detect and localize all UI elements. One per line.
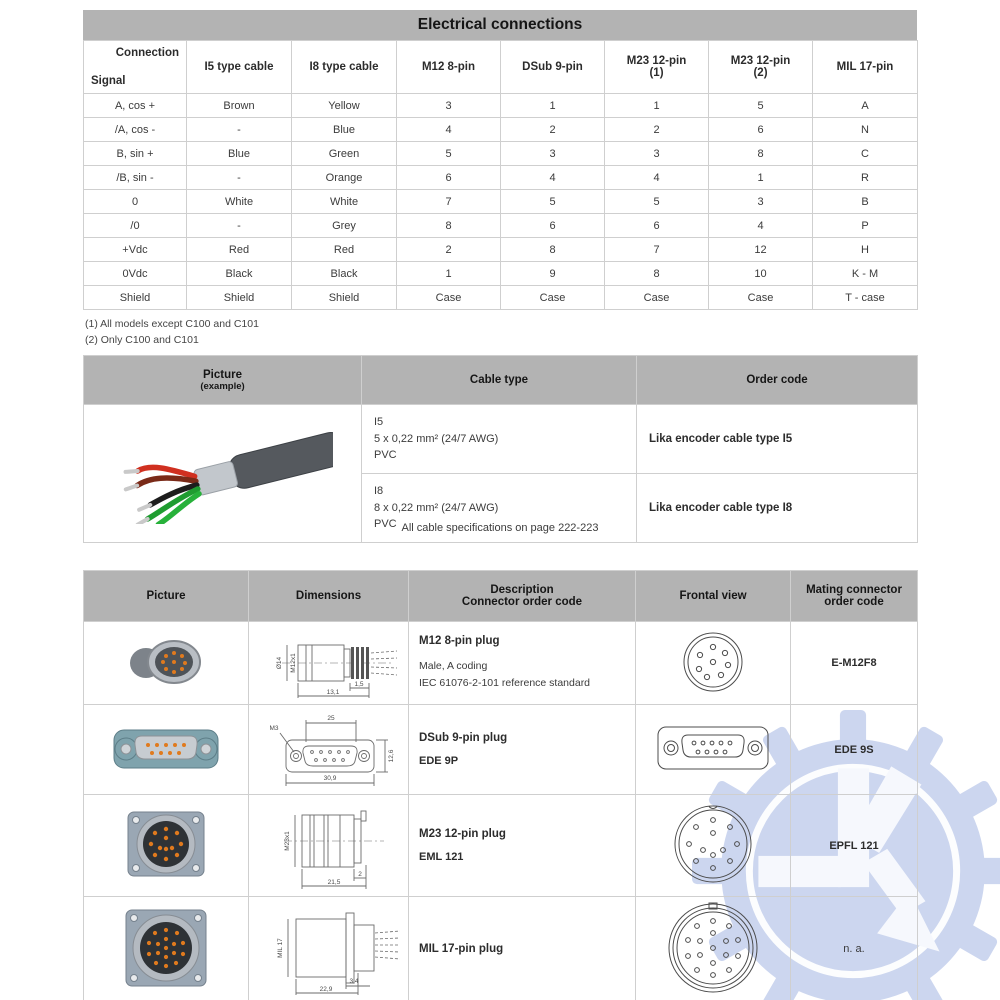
pin-value-cell: Orange	[292, 166, 397, 190]
plug-note: Male, A coding	[419, 660, 488, 673]
pin-value-cell: 7	[605, 238, 709, 262]
cable-type-section	[83, 355, 917, 543]
signal-cell: /A, cos -	[84, 118, 187, 142]
signal-cell: /B, sin -	[84, 166, 187, 190]
pin-value-cell: 5	[397, 142, 501, 166]
m12-picture-cell	[84, 622, 249, 705]
connector-row-m12	[84, 622, 918, 705]
signal-cell: 0	[84, 190, 187, 214]
pin-value-cell: -	[187, 118, 292, 142]
dsub-picture-cell	[84, 705, 249, 795]
m12-mating-code: E-M12F8	[791, 622, 918, 705]
svg-text:12,6: 12,6	[387, 749, 395, 763]
column-header-mil: MIL 17-pin	[813, 41, 918, 94]
signal-cell: A, cos +	[84, 94, 187, 118]
dsub-mating-code: EDE 9S	[791, 705, 918, 795]
pin-value-cell: N	[813, 118, 918, 142]
connector-row-m23	[84, 795, 918, 897]
footnotes	[83, 317, 917, 349]
svg-text:M12x1: M12x1	[289, 652, 297, 673]
svg-text:3,4: 3,4	[348, 977, 359, 985]
pin-value-cell: 8	[605, 262, 709, 286]
cable-code: I5	[374, 416, 384, 429]
electrical-table-row	[84, 142, 918, 166]
pin-value-cell: 1	[709, 166, 813, 190]
electrical-table-row	[84, 286, 918, 310]
pin-value-cell: Shield	[187, 286, 292, 310]
pin-value-cell: Blue	[187, 142, 292, 166]
mil-description-cell	[409, 897, 636, 1000]
pin-value-cell: A	[813, 94, 918, 118]
pin-value-cell: 10	[709, 262, 813, 286]
signal-cell: 0Vdc	[84, 262, 187, 286]
dsub-connector-photo-icon	[106, 712, 226, 784]
pin-value-cell: White	[187, 190, 292, 214]
m23-description-cell	[409, 795, 636, 897]
column-header-m23-2: M23 12-pin (2)	[709, 41, 813, 94]
pin-value-cell: 5	[501, 190, 605, 214]
picture-header: Picture	[84, 571, 249, 622]
signal-cell: Shield	[84, 286, 187, 310]
signal-label: Signal	[91, 75, 126, 87]
pin-value-cell: -	[187, 166, 292, 190]
electrical-connections-section	[83, 10, 917, 349]
electrical-table-row	[84, 238, 918, 262]
mating-connector-header: Mating connector order code	[791, 571, 918, 622]
cable-spec: 8 x 0,22 mm² (24/7 AWG)	[374, 501, 499, 514]
pin-value-cell: 4	[605, 166, 709, 190]
pin-value-cell: Green	[292, 142, 397, 166]
m23-connector-photo-icon	[116, 802, 216, 886]
signal-cell: /0	[84, 214, 187, 238]
footnote-2: (2) Only C100 and C101	[85, 333, 199, 346]
pin-value-cell: 1	[397, 262, 501, 286]
pin-value-cell: 5	[709, 94, 813, 118]
electrical-table-row	[84, 166, 918, 190]
pin-value-cell: R	[813, 166, 918, 190]
dsub-dimension-drawing	[254, 706, 404, 790]
connector-section	[83, 570, 917, 1000]
mil-frontal-cell	[636, 897, 791, 1000]
pin-value-cell: -	[187, 214, 292, 238]
connector-row-mil	[84, 897, 918, 1000]
mil-frontal-view-icon	[663, 898, 763, 998]
pin-value-cell: Red	[292, 238, 397, 262]
frontal-view-header: Frontal view	[636, 571, 791, 622]
pin-value-cell: 6	[709, 118, 813, 142]
pin-value-cell: 3	[501, 142, 605, 166]
pin-value-cell: P	[813, 214, 918, 238]
mil-dimensions-cell	[249, 897, 409, 1000]
plug-name: M12 8-pin plug	[419, 635, 500, 648]
plug-name: DSub 9-pin plug	[419, 732, 508, 744]
electrical-table-row	[84, 190, 918, 214]
svg-text:Ø14: Ø14	[275, 656, 283, 669]
electrical-table-row	[84, 214, 918, 238]
footnote-1: (1) All models except C100 and C101	[85, 318, 259, 330]
m23-frontal-view-icon	[668, 799, 758, 889]
pin-value-cell: 6	[397, 166, 501, 190]
pin-value-cell: Case	[501, 286, 605, 310]
column-header-i8: I8 type cable	[292, 41, 397, 94]
pin-value-cell: Red	[187, 238, 292, 262]
pin-value-cell: Yellow	[292, 94, 397, 118]
pin-value-cell: 3	[709, 190, 813, 214]
pin-value-cell: 2	[397, 238, 501, 262]
order-code-header: Order code	[637, 356, 918, 405]
electrical-connections-title: Electrical connections	[83, 10, 917, 40]
pin-value-cell: Grey	[292, 214, 397, 238]
svg-text:21,5: 21,5	[327, 879, 340, 886]
pin-value-cell: H	[813, 238, 918, 262]
pin-value-cell: 8	[501, 238, 605, 262]
column-header-m12: M12 8-pin	[397, 41, 501, 94]
electrical-table-body	[84, 94, 918, 310]
pin-value-cell: 12	[709, 238, 813, 262]
connector-row-dsub	[84, 705, 918, 795]
pin-value-cell: 3	[397, 94, 501, 118]
cable-spec: 5 x 0,22 mm² (24/7 AWG)	[374, 432, 499, 445]
cable-type-cell-i5	[362, 405, 637, 474]
cable-type-table	[83, 355, 918, 543]
header-row	[84, 571, 918, 622]
signal-cell: +Vdc	[84, 238, 187, 262]
pin-value-cell: Case	[397, 286, 501, 310]
pin-value-cell: Case	[709, 286, 813, 310]
description-header: Description Connector order code	[409, 571, 636, 622]
pin-value-cell: 6	[605, 214, 709, 238]
m12-frontal-view-icon	[673, 627, 753, 697]
cable-material: PVC	[374, 518, 397, 531]
pin-value-cell: 8	[397, 214, 501, 238]
pin-value-cell: 2	[501, 118, 605, 142]
pin-value-cell: 4	[709, 214, 813, 238]
pin-value-cell: 8	[709, 142, 813, 166]
svg-text:25: 25	[326, 715, 335, 722]
connector-table	[83, 570, 918, 1000]
pin-value-cell: 6	[501, 214, 605, 238]
plug-code: EML 121	[419, 851, 464, 863]
dsub-dimensions-cell	[249, 705, 409, 795]
pin-value-cell: 5	[605, 190, 709, 214]
svg-text:M3: M3	[268, 725, 279, 732]
electrical-connections-table	[83, 40, 918, 310]
header-row	[84, 356, 918, 405]
dsub-frontal-cell	[636, 705, 791, 795]
svg-text:13,1: 13,1	[326, 688, 339, 696]
cable-material: PVC	[374, 449, 397, 462]
cable-row-i5	[84, 405, 918, 474]
cable-type-header: Cable type	[362, 356, 637, 405]
pin-value-cell: 4	[501, 166, 605, 190]
pin-value-cell: White	[292, 190, 397, 214]
svg-text:22,9: 22,9	[319, 985, 332, 993]
plug-name: MIL 17-pin plug	[419, 943, 504, 955]
mil-connector-photo-icon	[116, 902, 216, 994]
pin-value-cell: K - M	[813, 262, 918, 286]
mil-picture-cell	[84, 897, 249, 1000]
cable-photo-icon	[113, 420, 333, 524]
m23-frontal-cell	[636, 795, 791, 897]
column-header-i5: I5 type cable	[187, 41, 292, 94]
pin-value-cell: Brown	[187, 94, 292, 118]
pin-value-cell: Black	[292, 262, 397, 286]
pin-value-cell: 9	[501, 262, 605, 286]
pin-value-cell: Shield	[292, 286, 397, 310]
pin-value-cell: Case	[605, 286, 709, 310]
svg-text:1,5: 1,5	[353, 680, 364, 688]
electrical-table-row	[84, 118, 918, 142]
header-row	[84, 41, 918, 94]
pin-value-cell: 1	[501, 94, 605, 118]
connection-label: Connection	[115, 47, 179, 59]
svg-text:M23x1: M23x1	[283, 831, 291, 851]
pin-value-cell: 2	[605, 118, 709, 142]
svg-text:2: 2	[357, 871, 362, 878]
electrical-table-row	[84, 262, 918, 286]
m12-description-cell	[409, 622, 636, 705]
pin-value-cell: T - case	[813, 286, 918, 310]
pin-value-cell: 3	[605, 142, 709, 166]
svg-text:30,9: 30,9	[323, 775, 336, 782]
pin-value-cell: Black	[187, 262, 292, 286]
picture-header: Picture (example)	[84, 356, 362, 405]
mil-dimension-drawing	[254, 899, 404, 997]
cable-code: I8	[374, 485, 384, 498]
m23-dimension-drawing	[254, 797, 404, 891]
dsub-description-cell	[409, 705, 636, 795]
pin-value-cell: 4	[397, 118, 501, 142]
pin-value-cell: 7	[397, 190, 501, 214]
mil-mating-code: n. a.	[791, 897, 918, 1000]
column-header-dsub: DSub 9-pin	[501, 41, 605, 94]
pin-value-cell: 1	[605, 94, 709, 118]
m12-dimensions-cell	[249, 622, 409, 705]
order-code-cell-i8: Lika encoder cable type I8	[637, 474, 918, 543]
m23-picture-cell	[84, 795, 249, 897]
cable-spec-note: All cable specifications on page 222-223	[401, 522, 599, 534]
order-code-cell-i5: Lika encoder cable type I5	[637, 405, 918, 474]
dimensions-header: Dimensions	[249, 571, 409, 622]
plug-name: M23 12-pin plug	[419, 828, 506, 840]
electrical-table-row	[84, 94, 918, 118]
m23-dimensions-cell	[249, 795, 409, 897]
plug-code: EDE 9P	[419, 755, 459, 767]
pin-value-cell: Blue	[292, 118, 397, 142]
svg-text:MIL 17: MIL 17	[276, 937, 284, 958]
m12-dimension-drawing	[254, 625, 404, 699]
m12-connector-photo-icon	[116, 631, 216, 693]
dsub-frontal-view-icon	[650, 719, 776, 777]
column-header-m23-1: M23 12-pin (1)	[605, 41, 709, 94]
plug-note: IEC 61076-2-101 reference standard	[419, 676, 591, 689]
pin-value-cell: B	[813, 190, 918, 214]
signal-cell: B, sin +	[84, 142, 187, 166]
pin-value-cell: C	[813, 142, 918, 166]
corner-header-cell	[84, 41, 187, 94]
m12-frontal-cell	[636, 622, 791, 705]
m23-mating-code: EPFL 121	[791, 795, 918, 897]
